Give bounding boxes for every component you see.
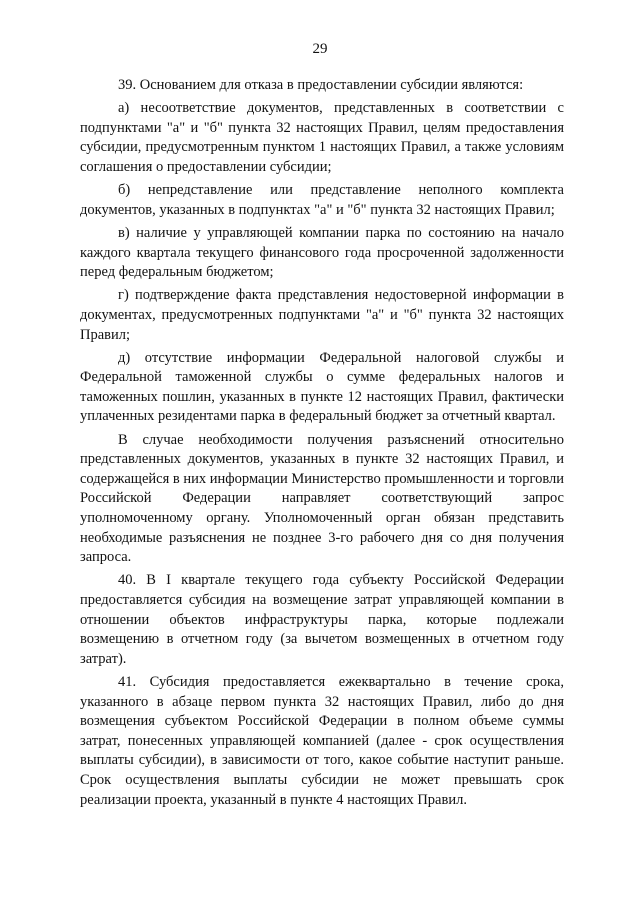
paragraph-39-a: а) несоответствие документов, представленных в соответствии с подпунктами "а" и "б" пункта 32 настоящих Правил, целям предоставления субсидии, предусмотренным пунктом 1 настоящих Правил, а также условиям соглашения о предоставлении субсидии; [80,100,564,175]
page-number: 29 [312,41,328,57]
paragraph-39: 39. Основанием для отказа в предоставлении субсидии являются: [118,77,524,93]
paragraph-41: 41. Субсидия предоставляется ежеквартально в течение срока, указанного в абзаце первом пункта 32 настоящих Правил, либо до дня возмещения субъектом Российской Федерации в полном объеме суммы затрат, понесенных управляющей компанией (далее - срок осуществления выплаты субсидии), в зависимости от того, какое событие наступит раньше. Срок осуществления выплаты субсидии не может превышать срок реализации проекта, указанный в пункте 4 настоящих Правил. [80,673,564,808]
paragraph-clarification: В случае необходимости получения разъяснений относительно представленных документов, указанных в пункте 32 настоящих Правил, и содержащейся в них информации Министерство промышленности и торговли Российской Федерации направляет соответствующий запрос уполномоченному органу. Уполномоченный орган обязан представить необходимые разъяснения не позднее 3-го рабочего дня со дня получения запроса. [80,431,564,566]
paragraph-40: 40. В I квартале текущего года субъекту Российской Федерации предоставляется субсидия на возмещение затрат управляющей компании в отношении объектов инфраструктуры парка, которые подлежали возмещению в отчетном году (за вычетом возмещенных в отчетном году затрат). [80,572,564,667]
document-body [80,76,564,814]
paragraph-39-v: в) наличие у управляющей компании парка по состоянию на начало каждого квартала текущего финансового года просроченной задолженности перед федеральным бюджетом; [80,224,564,281]
paragraph-39-b: б) непредставление или представление неполного комплекта документов, указанных в подпунктах "а" и "б" пункта 32 настоящих Правил; [80,182,564,218]
paragraph-39-d: д) отсутствие информации Федеральной налоговой службы и Федеральной таможенной службы о сумме федеральных налогов и таможенных пошлин, указанных в пункте 12 настоящих Правил, фактически уплаченных резидентами парка в федеральный бюджет за отчетный квартал. [80,349,564,425]
paragraph-39-g: г) подтверждение факта представления недостоверной информации в документах, предусмотренных подпунктами "а" и "б" пункта 32 настоящих Правил; [80,287,564,343]
